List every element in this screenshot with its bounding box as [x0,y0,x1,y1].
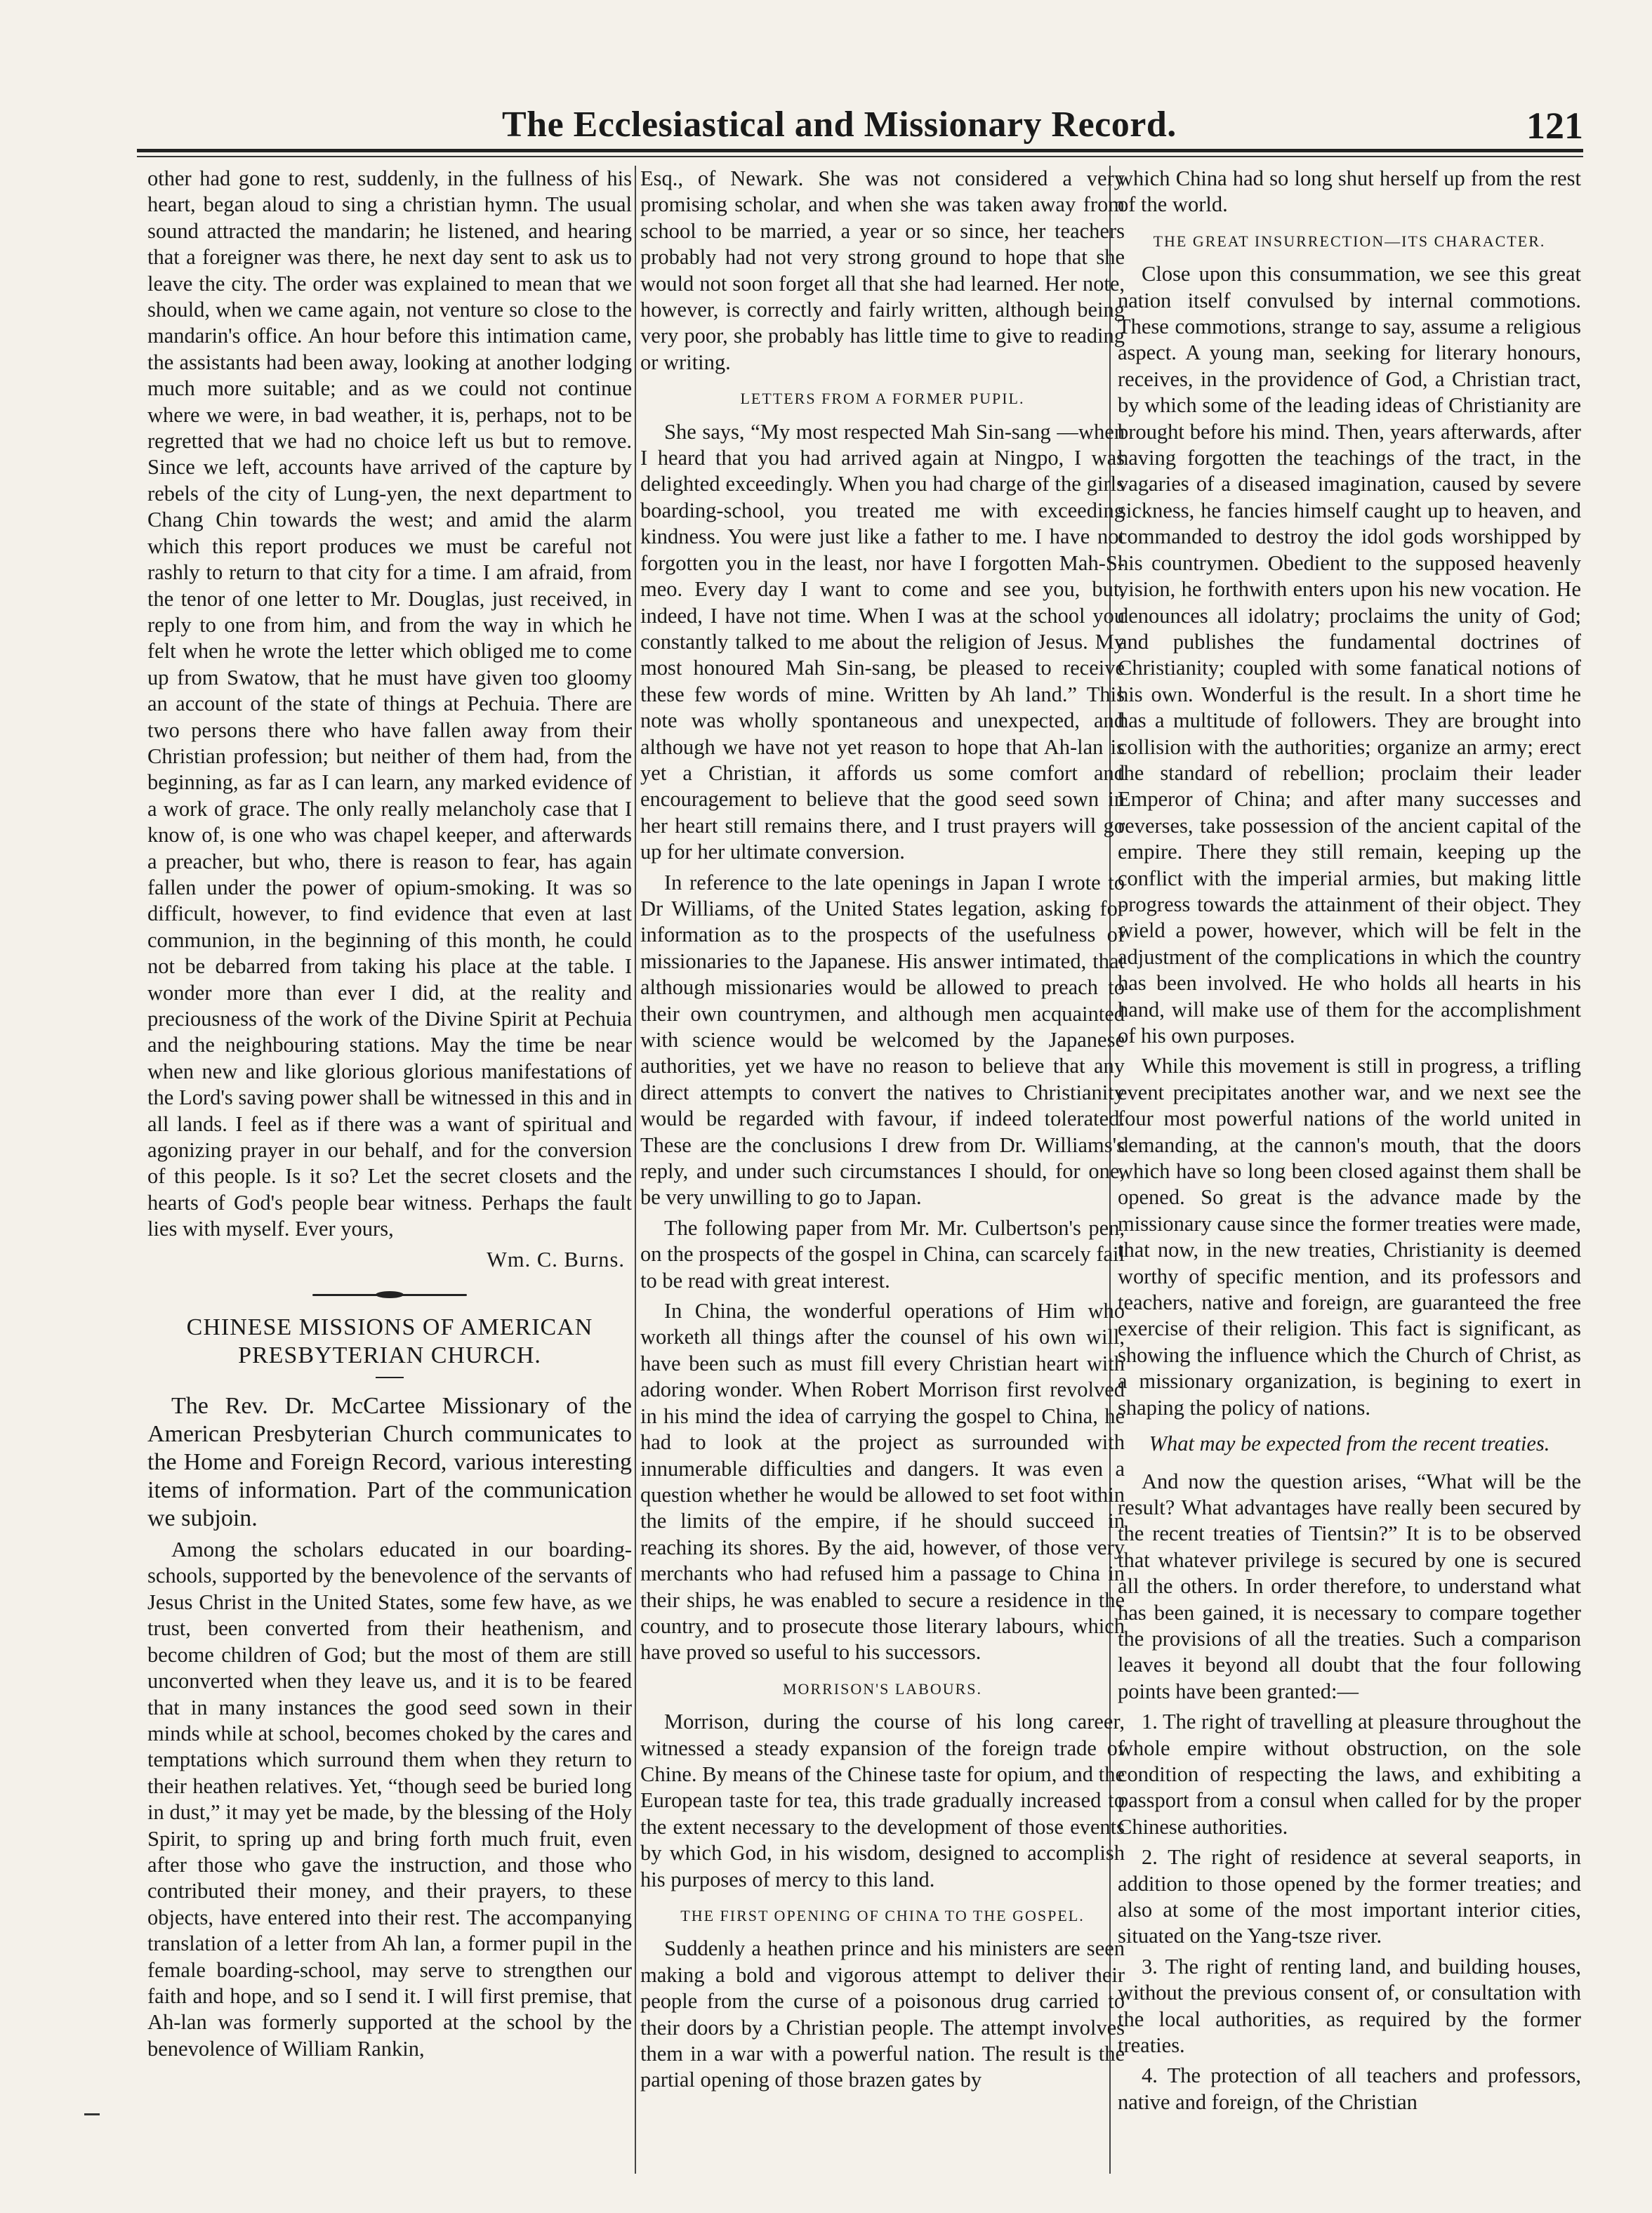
paragraph: While this movement is still in progress, a trifling event precipitates another war, and we next see the four most powerful nations of the world united in demanding, at the cannon's mouth, that the doors which have so long been closed against them shall be opened. So great is the advance made by the missionary cause since the former treaties were made, that now, in the new treaties, Christianity is deemed worthy of specific mention, and its professors and teachers, native and foreign, are guaranteed the free exercise of their religion. This fact is significant, as showing the influence which the Church of Christ, as a missionary organization, is begining to exert in shaping the policy of nations. [1118,1054,1581,1420]
page-number: 121 [1526,105,1583,147]
paragraph: Among the scholars educated in our boarding-schools, supported by the benevolence of the servants of Jesus Christ in the United States, some few have, as we trust, been converted from their heathenism, and become children of God; but the most of them are still unconverted when they leave us, and it is to be feared that in many instances the good seed sown in their minds while at school, becomes choked by the cares and temptations which surround them when they return to their heathen relatives. Yet, “though seed be buried long in dust,” it may yet be made, by the blessing of the Holy Spirit, to spring up and bring forth much fruit, even after those who gave the instruction, and those who contributed their money, and their prayers, to these objects, have entered into their rest. The accompanying translation of a letter from Ah lan, a former pupil in the female boarding-school, may serve to strengthen our faith and hope, and so I send it. I will first premise, that Ah-lan was formerly supported at the school by the benevolence of William Rankin, [147,1538,632,2061]
paragraph: The Rev. Dr. McCartee Missionary of the American Presbyterian Church communicates to the Home and Foreign Record, various interesting items of information. Part of the communication we subjoin. [147,1393,632,1532]
paragraph: Close upon this consummation, we see this great nation itself convulsed by internal commotions. These commotions, strange to say, assume a religious aspect. A young man, seeking for literary honours, receives, in the providence of God, a Christian tract, by which some of the leading ideas of Christianity are brought before his mind. Then, years afterwards, after having forgotten the teachings of the tract, in the vagaries of a diseased imagination, caused by severe sickness, he fancies himself caught up to heaven, and commanded to destroy the idol gods worshipped by his countrymen. Obedient to the supposed heavenly vision, he forthwith enters upon his new vocation. He denounces all idolatry; proclaims the unity of God; and publishes the fundamental doctrines of Christianity; coupled with some fanatical notions of his own. Wonderful is the result. In a short time he has a multitude of followers. They are brought into collision with the authorities; organize an army; erect the standard of rebellion; proclaim their leader Emperor of China; and after many successes and reverses, take possession of the ancient capital of the empire. There they still remain, keeping up the conflict with the imperial armies, but making little progress towards the attainment of their object. They wield a power, however, which will be felt in the adjustment of the complications in which the country has been involved. He who holds all hearts in his hand, will make use of them for the accomplishment of his own purposes. [1118,262,1581,1048]
title-rule [376,1377,404,1378]
paragraph: 3. The right of renting land, and building houses, without the previous consent of, or consultation with the local authorities, as required by the former treaties. [1118,1954,1581,2058]
header-rule-thick [137,149,1583,152]
section-title: CHINESE MISSIONS OF AMERICAN PRESBYTERIAN CHURCH. [186,1314,593,1369]
margin-mark [84,2113,100,2115]
paragraph: And now the question arises, “What will be the result? What advantages have really been secured by the recent treaties of Tientsin?” It is to be observed that whatever privilege is secured by one is secured all the others. In order therefore, to understand what has been gained, it is necessary to compare together the provisions of all the treaties. Such a comparison leaves it beyond all doubt that the four following points have been granted:— [1118,1469,1581,1703]
paragraph: 2. The right of residence at several seaports, in addition to those opened by the former treaties; and also at some of the most important interior cities, situated on the Yang-tsze river. [1118,1845,1581,1948]
column-divider-1 [635,166,636,2174]
signature: Wm. C. Burns. [487,1247,625,1271]
subheading: MORRISON'S LABOURS. [782,1679,983,1698]
column-1 [147,166,632,2174]
paragraph: Suddenly a heathen prince and his ministers are seen making a bold and vigorous attempt to deliver their people from the curse of a poisonous drug carried to their doors by a Christian people. The attempt involves them in a war with a powerful nation. The result is the partial opening of those brazen gates by [640,1936,1125,2092]
paragraph: In reference to the late openings in Japan I wrote to Dr Williams, of the United States legation, asking for information as to the prospects of the usefulness of missionaries to the Japanese. His answer intimated, that although missionaries would be allowed to preach to their own countrymen, and although men acquainted with science would be welcomed by the Japanese authorities, yet we have no reason to believe that any direct attempts to convert the natives to Christianity would be regarded with favour, if indeed tolerated. These are the conclusions I drew from Dr. Williams's reply, and under such circumstances I should, for one, be very unwilling to go to Japan. [640,870,1125,1210]
paragraph: Morrison, during the course of his long career, witnessed a steady expansion of the foreign trade of Chine. By means of the Chinese taste for opium, and the European taste for tea, this trade gradually increased to the extent necessary to the development of those events by which God, in his wisdom, designed to accomplish his purposes of mercy to this land. [640,1710,1125,1891]
paragraph: She says, “My most respected Mah Sin-sang —when I heard that you had arrived again at Ningpo, I was delighted exceedingly. When you had charge of the girls boarding-school, you treated me with exceeding kindness. You were just like a father to me. I have not forgotten you in the least, nor have I forgotten Mah-S-meo. Every day I want to come and see you, but, indeed, I have not time. When I was at the school you constantly talked to me about the religion of Jesus. My most honoured Mah Sin-sang, be pleased to receive these few words of mine. Written by Ah land.” This note was wholly spontaneous and unexpected, and although we have not yet reason to hope that Ah-lan is yet a Christian, it affords us some comfort and encouragement to believe that the good seed sown in her heart still remains there, and I trust prayers will go up for her ultimate conversion. [640,419,1125,864]
column-3 [1118,166,1581,2174]
header-rule-thin [137,156,1583,157]
subheading: LETTERS FROM A FORMER PUPIL. [740,390,1025,408]
running-title: The Ecclesiastical and Missionary Record. [502,105,1177,145]
page-header [137,104,1583,153]
column-2 [640,166,1125,2174]
italic-subheading: What may be expected from the recent treaties. [1149,1432,1550,1456]
paragraph: other had gone to rest, suddenly, in the fullness of his heart, began aloud to sing a christian hymn. The usual sound attracted the mandarin; he listened, and hearing that a foreigner was there, he next day sent to ask us to leave the city. The order was explained to mean that we should, when we came again, not venture so close to the mandarin's office. An hour before this intimation came, the assistants had been away, looking at another lodging much more suitable; and as we could not continue where we were, in bad weather, it is, perhaps, not to be regretted that we had no choice left us but to remove. Since we left, accounts have arrived of the capture by rebels of the city of Lung-yen, the next department to Chang Chin towards the west; and amid the alarm which this report produces we must be careful not rashly to return to that city for a time. I am afraid, from the tenor of one letter to Mr. Douglas, just received, in reply to one from him, and from the way in which he felt when he wrote the letter which obliged me to come up from Swatow, that he must have given too gloomy an account of the state of things at Pechuia. There are two persons there who have fallen away from their Christian profession; but neither of them had, from the beginning, as far as I can learn, any marked evidence of a work of grace. The only really melancholy case that I know of, is one who was chapel keeper, and afterwards a preacher, but who, there is reason to fear, has again fallen under the power of opium-smoking. It was so difficult, however, to find evidence that even at last communion, in the beginning of this month, he could not be debarred from taking his place at the table. I wonder more than ever I did, at the reality and preciousness of the work of the Divine Spirit at Pechuia and the neighbouring stations. May the time be near when new and like glorious glorious manifestations of the Lord's saving power shall be witnessed in this and in all lands. I feel as if there was a want of spiritual and agonizing prayer in our behalf, and for the conversion of this people. Is it so? Let the secret closets and the hearts of God's people bear witness. Perhaps the fault lies with myself. Ever yours, [147,166,632,1241]
paragraph: which China had so long shut herself up from the rest of the world. [1118,166,1581,217]
paragraph: 4. The protection of all teachers and professors, native and foreign, of the Christian [1118,2063,1581,2114]
section-separator [312,1291,467,1298]
paragraph: Esq., of Newark. She was not considered a very promising scholar, and when she was taken away from school to be married, a year or so since, her teachers probably had not very strong ground to hope that she would not soon forget all that she had learned. Her note, however, is correctly and fairly written, although being very poor, she probably has little time to give to reading or writing. [640,166,1125,374]
subheading: THE FIRST OPENING OF CHINA TO THE GOSPEL. [680,1907,1085,1924]
paragraph: The following paper from Mr. Mr. Culbertson's pen, on the prospects of the gospel in China, can scarcely fail to be read with great interest. [640,1215,1125,1293]
paragraph: 1. The right of travelling at pleasure throughout the whole empire without obstruction, on the sole condition of respecting the laws, and exhibiting a passport from a consul when called for by the proper Chinese authorities. [1118,1710,1581,1839]
subheading: THE GREAT INSURRECTION—ITS CHARACTER. [1153,232,1546,250]
paragraph: In China, the wonderful operations of Him who worketh all things after the counsel of his own will, have been such as must fill every Christian heart with adoring wonder. When Robert Morrison first revolved in his mind the idea of carrying the gospel to China, he had to look at the project as surrounded with innumerable difficulties and dangers. It was even a question whether he would be allowed to set foot within the limits of the empire, if he should succeed in reaching its shores. By the aid, however, of those very merchants who had refused him a passage to China in their ships, he was enabled to secure a residence in the country, and to prosecute those literary labours, which have proved so useful to his successors. [640,1299,1125,1665]
